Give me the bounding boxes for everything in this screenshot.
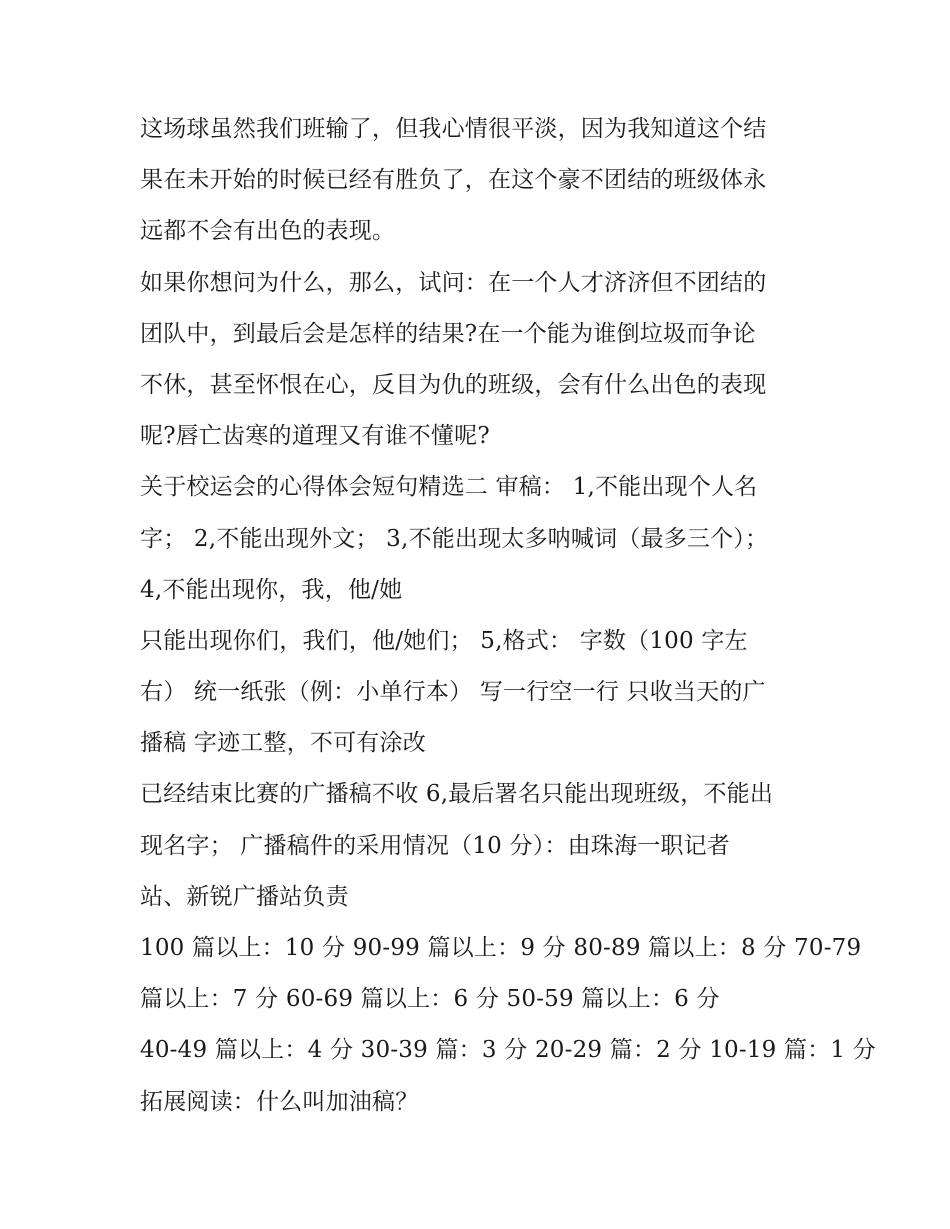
- text-line: 已经结束比赛的广播稿不收 6,最后署名只能出现班级，不能出: [140, 781, 774, 808]
- text-line: 果在未开始的时候已经有胜负了，在这个豪不团结的班级体永: [140, 167, 767, 194]
- text-line: 站、新锐广播站负责: [140, 883, 349, 910]
- text-line: 现名字； 广播稿件的采用情况（10 分）：由珠海一职记者: [140, 832, 730, 859]
- text-line: 只能出现你们，我们，他/她们； 5,格式： 字数（100 字左: [140, 627, 748, 654]
- text-line: 这场球虽然我们班输了，但我心情很平淡，因为我知道这个结: [140, 116, 767, 142]
- text-line: 篇以上：7 分 60-69 篇以上：6 分 50-59 篇以上：6 分: [140, 986, 720, 1013]
- text-line: 呢?唇亡齿寒的道理又有谁不懂呢?: [140, 423, 490, 450]
- text-line: 拓展阅读：什么叫加油稿？: [140, 1088, 419, 1115]
- text-line: 40-49 篇以上：4 分 30-39 篇：3 分 20-29 篇：2 分 10-19 篇：1 分: [140, 1037, 876, 1064]
- text-line: 如果你想问为什么，那么，试问：在一个人才济济但不团结的: [140, 269, 767, 296]
- text-line: 右） 统一纸张（例：小单行本） 写一行空一行 只收当天的广: [140, 679, 766, 706]
- text-line: 不休，甚至怀恨在心，反目为仇的班级，会有什么出色的表现: [140, 371, 767, 398]
- text-line: 4,不能出现你，我，他/她: [140, 576, 403, 603]
- text-line: 团队中，到最后会是怎样的结果?在一个能为谁倒垃圾而争论: [140, 320, 756, 347]
- text-line: 100 篇以上：10 分 90-99 篇以上：9 分 80-89 篇以上：8 分 70-79: [140, 935, 862, 961]
- document-body: [140, 104, 876, 1128]
- text-line: 远都不会有出色的表现。: [140, 218, 396, 245]
- text-line: 字； 2,不能出现外文； 3,不能出现太多呐喊词（最多三个）；: [140, 525, 769, 552]
- text-line: 关于校运会的心得体会短句精选二 审稿： 1,不能出现个人名: [140, 474, 758, 501]
- text-line: 播稿 字迹工整，不可有涂改: [140, 730, 426, 757]
